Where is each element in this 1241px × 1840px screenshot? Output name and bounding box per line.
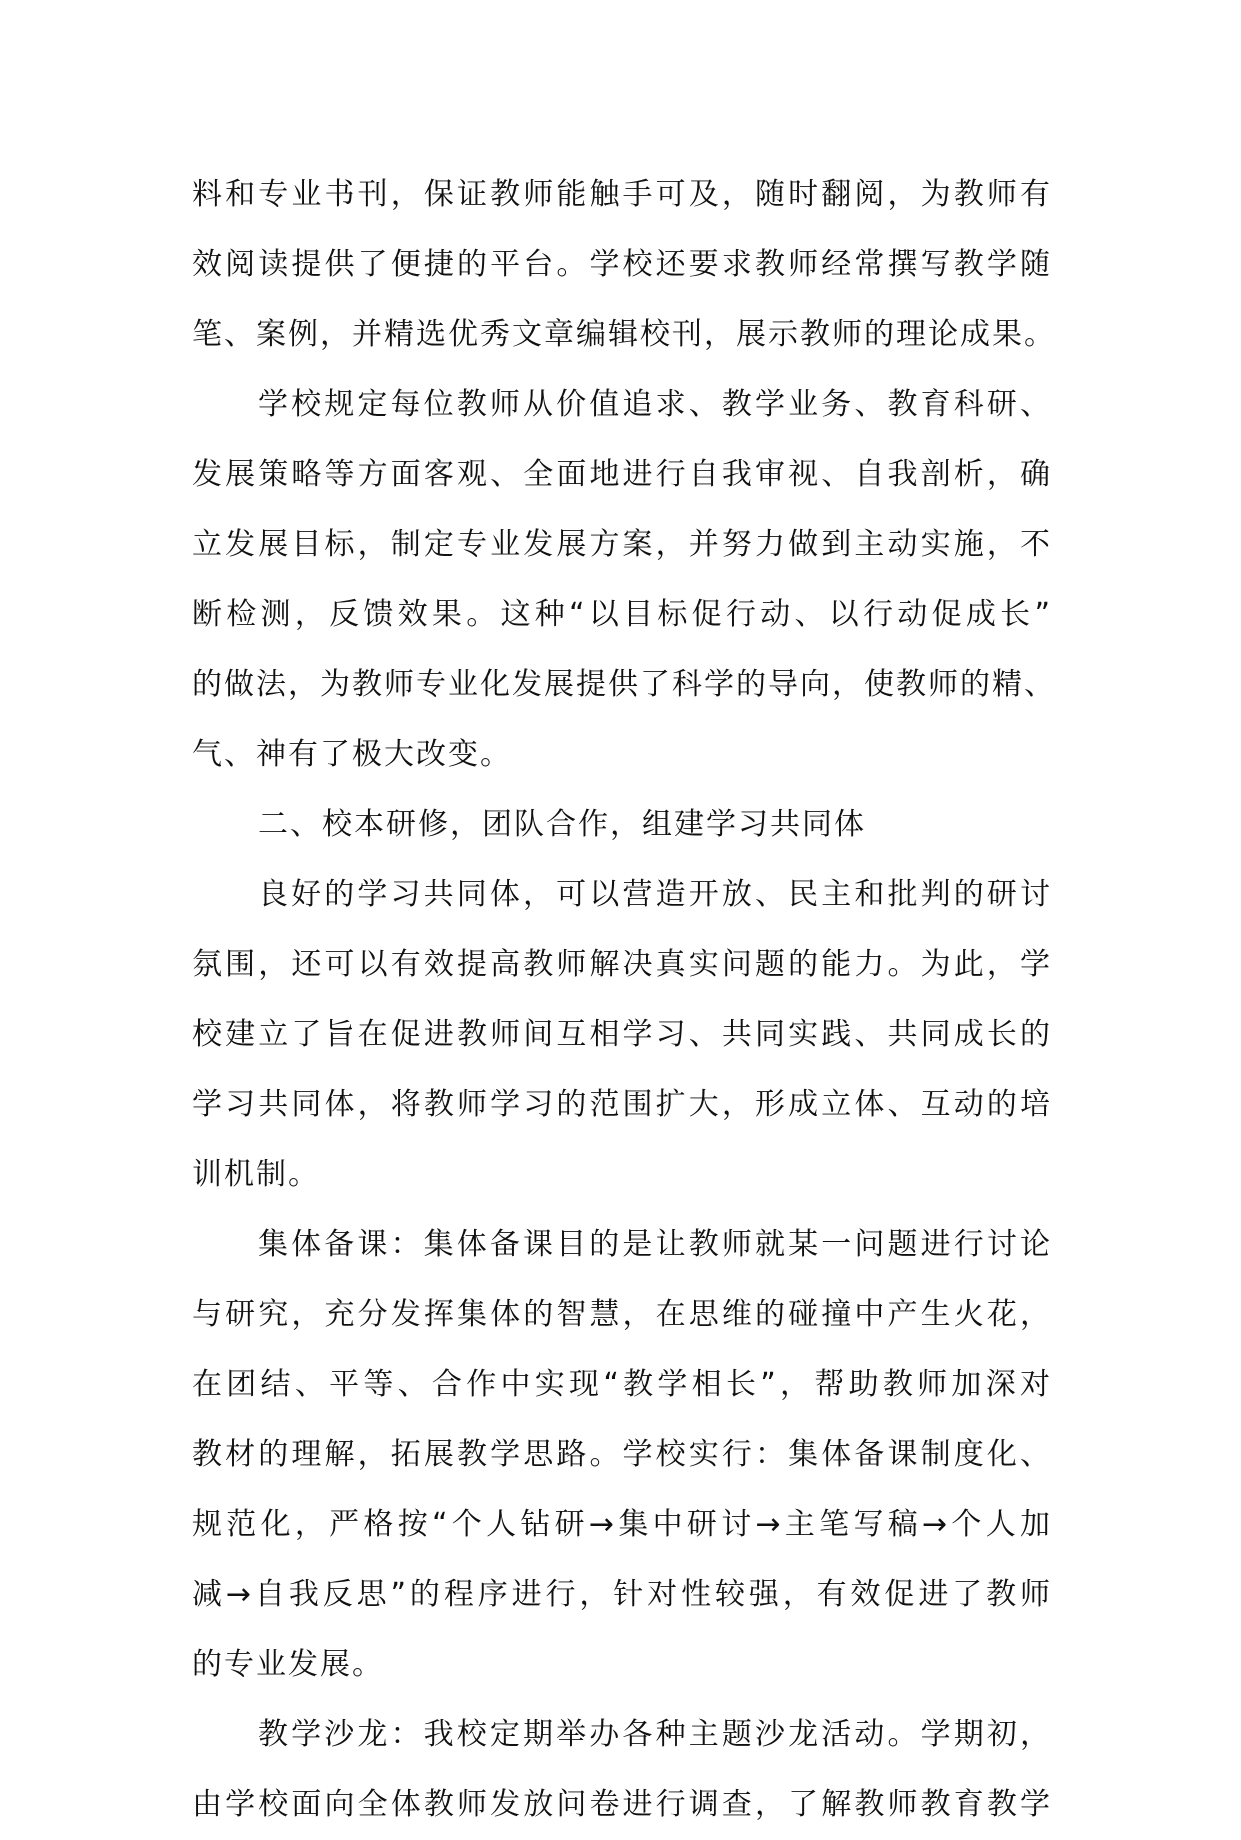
text-line: 集体备课：集体备课目的是让教师就某一问题进行讨论 bbox=[258, 1227, 1052, 1262]
text-line: 教学沙龙：我校定期举办各种主题沙龙活动。学期初， bbox=[258, 1717, 1052, 1752]
text-line: 由学校面向全体教师发放问卷进行调查，了解教师教育教学 bbox=[192, 1787, 1052, 1822]
text-line: 效阅读提供了便捷的平台。学校还要求教师经常撰写教学随 bbox=[192, 247, 1052, 282]
text-line: 良好的学习共同体，可以营造开放、民主和批判的研讨 bbox=[258, 877, 1052, 912]
text-line: 训机制。 bbox=[192, 1157, 320, 1192]
text-line: 在团结、平等、合作中实现“教学相长”，帮助教师加深对 bbox=[192, 1367, 1052, 1402]
text-line: 立发展目标，制定专业发展方案，并努力做到主动实施，不 bbox=[192, 527, 1052, 562]
text-line: 气、神有了极大改变。 bbox=[192, 737, 512, 772]
document-body bbox=[192, 160, 1056, 1840]
text-line: 断检测，反馈效果。这种“以目标促行动、以行动促成长” bbox=[192, 597, 1052, 632]
text-line: 减→自我反思”的程序进行，针对性较强，有效促进了教师 bbox=[192, 1577, 1052, 1612]
text-line: 教材的理解，拓展教学思路。学校实行：集体备课制度化、 bbox=[192, 1437, 1052, 1472]
text-line: 笔、案例，并精选优秀文章编辑校刊，展示教师的理论成果。 bbox=[192, 317, 1056, 352]
text-line: 校建立了旨在促进教师间互相学习、共同实践、共同成长的 bbox=[192, 1017, 1052, 1052]
text-line: 发展策略等方面客观、全面地进行自我审视、自我剖析，确 bbox=[192, 457, 1052, 492]
text-line: 氛围，还可以有效提高教师解决真实问题的能力。为此，学 bbox=[192, 947, 1052, 982]
text-line: 学习共同体，将教师学习的范围扩大，形成立体、互动的培 bbox=[192, 1087, 1052, 1122]
text-line: 料和专业书刊，保证教师能触手可及，随时翻阅，为教师有 bbox=[192, 177, 1052, 212]
text-line: 规范化，严格按“个人钻研→集中研讨→主笔写稿→个人加 bbox=[192, 1507, 1052, 1542]
text-line: 的专业发展。 bbox=[192, 1647, 384, 1682]
text-line: 的做法，为教师专业化发展提供了科学的导向，使教师的精、 bbox=[192, 667, 1056, 702]
text-line: 与研究，充分发挥集体的智慧，在思维的碰撞中产生火花， bbox=[192, 1297, 1052, 1332]
text-line: 学校规定每位教师从价值追求、教学业务、教育科研、 bbox=[258, 387, 1052, 422]
text-line: 二、校本研修，团队合作，组建学习共同体 bbox=[258, 807, 866, 842]
